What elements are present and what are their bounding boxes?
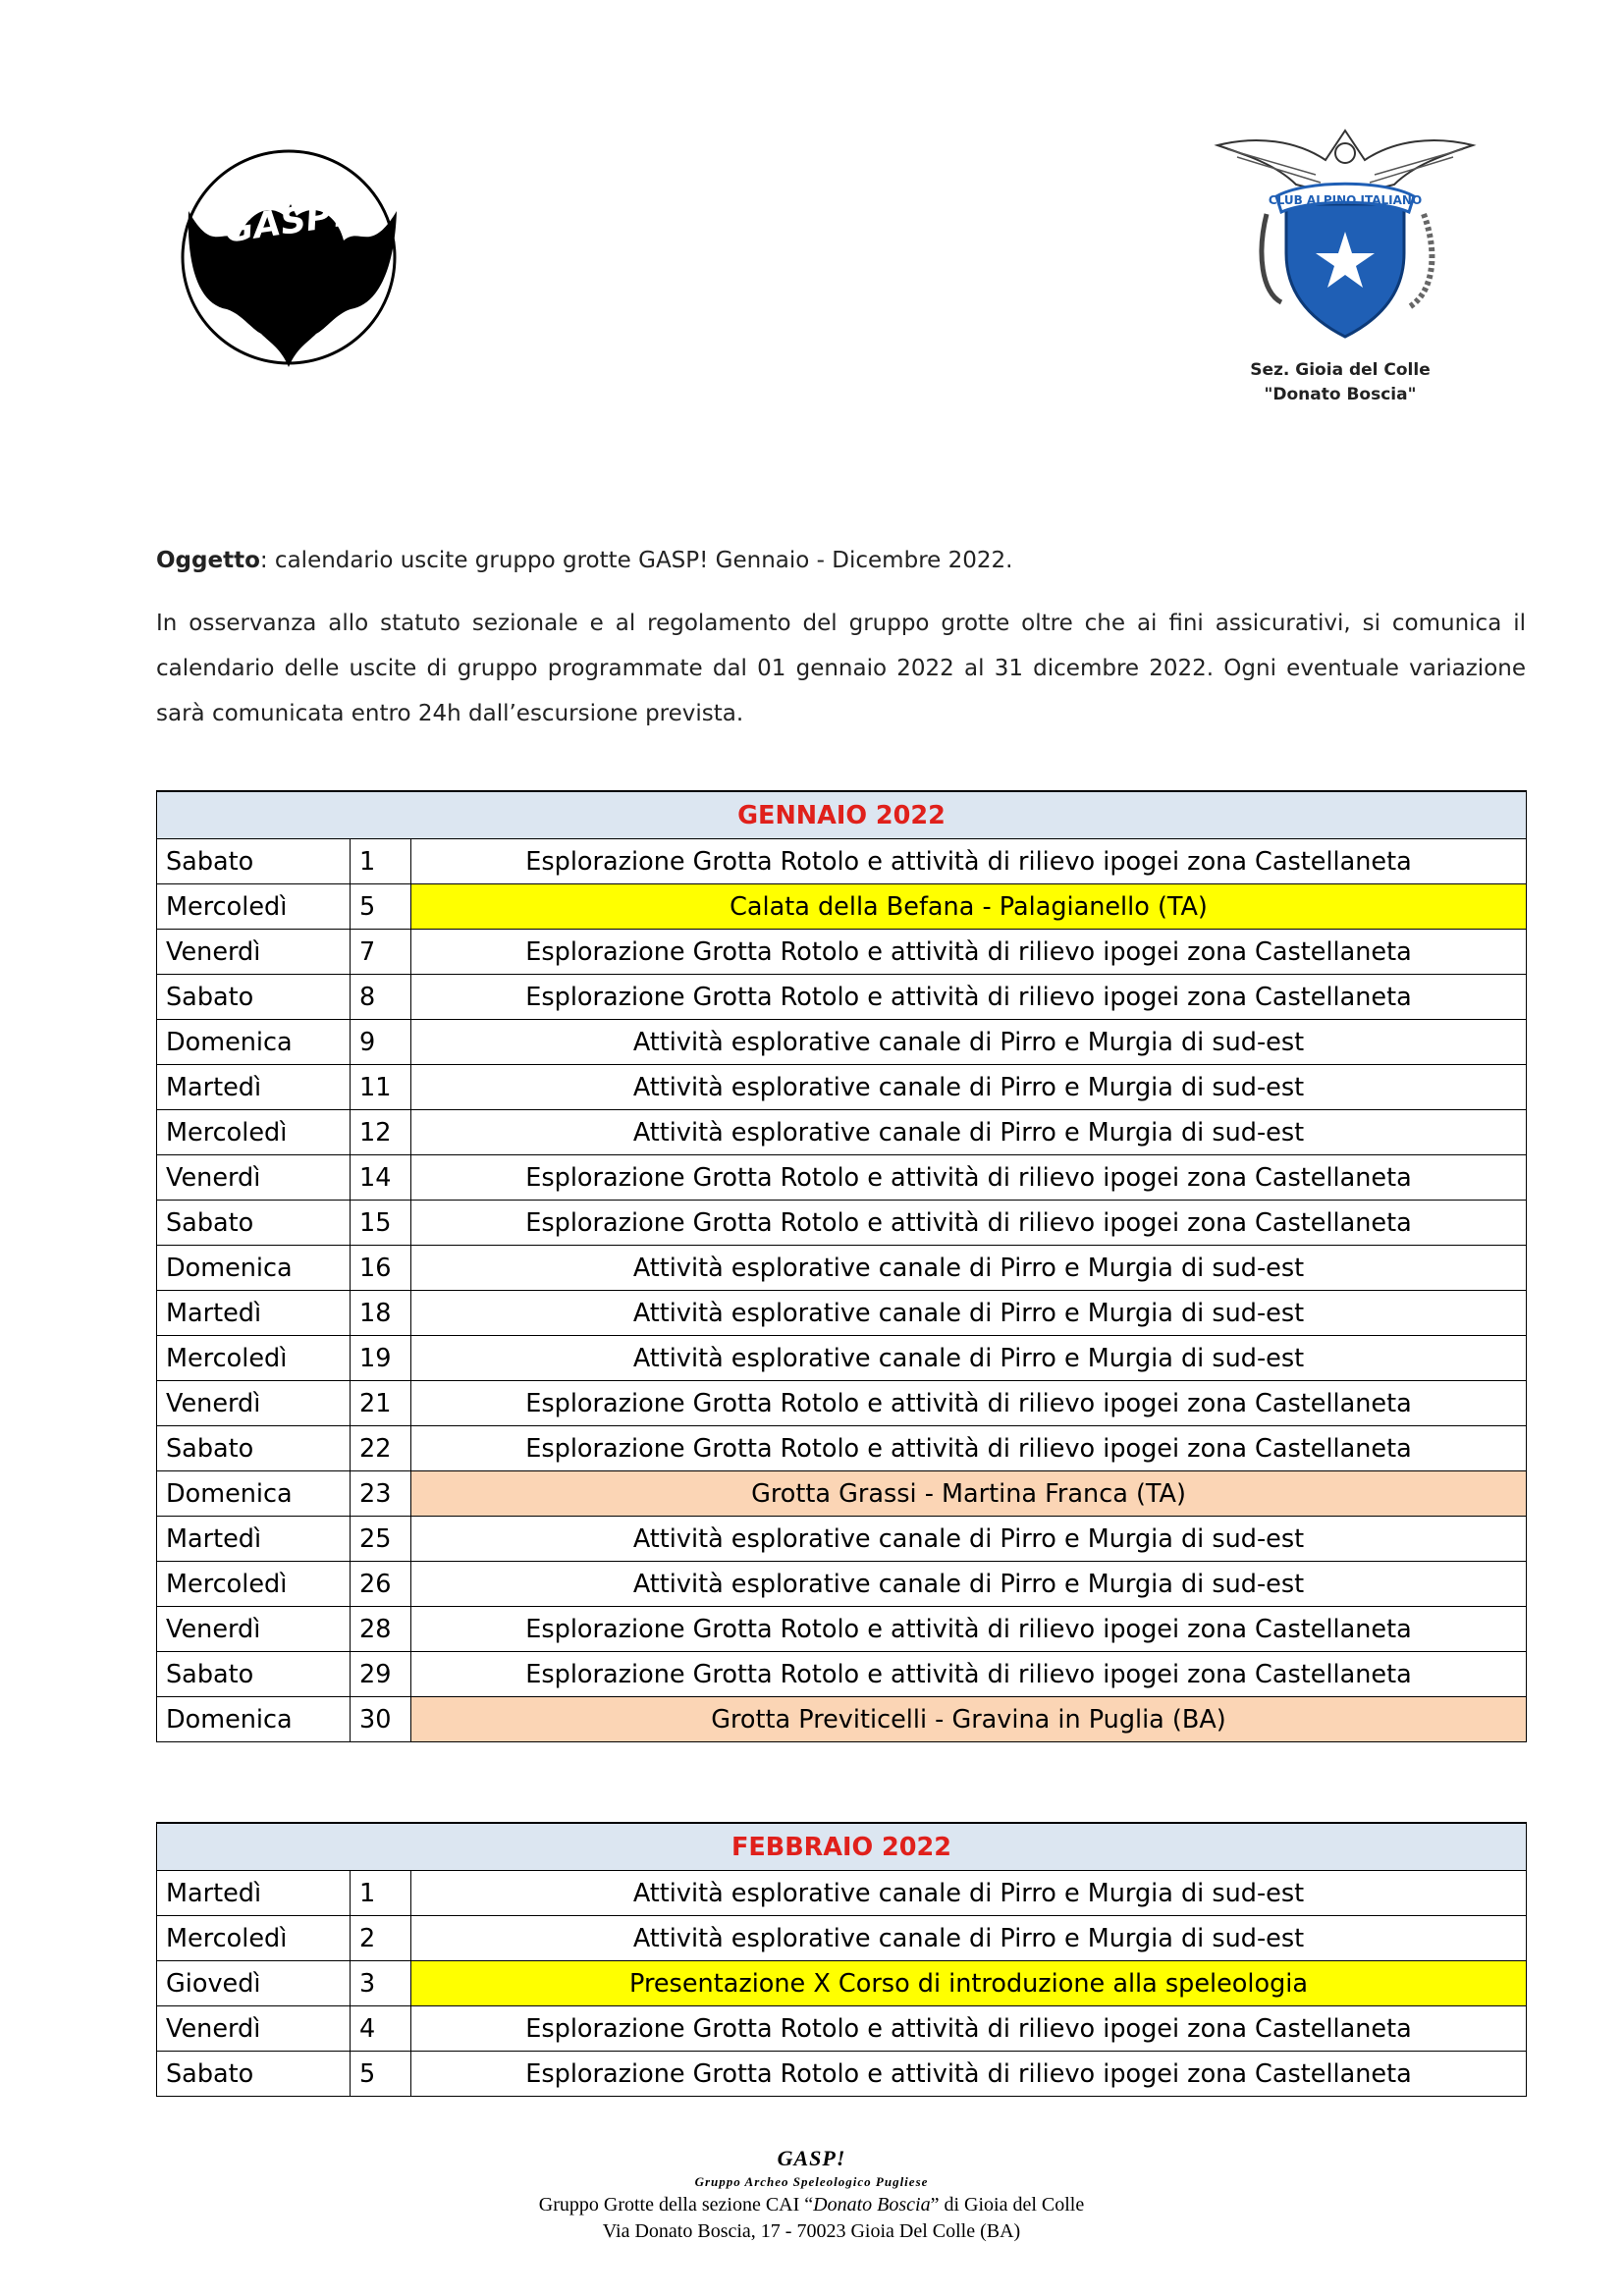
bat-logo-icon — [169, 147, 412, 369]
activity-cell: Esplorazione Grotta Rotolo e attività di rilievo ipogei zona Castellaneta — [411, 975, 1527, 1020]
activity-cell: Esplorazione Grotta Rotolo e attività di rilievo ipogei zona Castellaneta — [411, 839, 1527, 884]
month-header-row — [157, 1823, 1527, 1871]
activity-cell: Esplorazione Grotta Rotolo e attività di rilievo ipogei zona Castellaneta — [411, 1381, 1527, 1426]
footer-address-line2: Via Donato Boscia, 17 - 70023 Gioia Del Colle (BA) — [602, 2220, 1021, 2242]
date-cell: 23 — [351, 1471, 411, 1517]
date-cell: 26 — [351, 1562, 411, 1607]
activity-cell: Esplorazione Grotta Rotolo e attività di rilievo ipogei zona Castellaneta — [411, 1426, 1527, 1471]
table-row — [157, 1517, 1527, 1562]
day-cell: Mercoledì — [157, 884, 351, 930]
footer-name: GASP! — [777, 2146, 846, 2170]
table-row — [157, 1020, 1527, 1065]
day-cell: Venerdì — [157, 930, 351, 975]
table-row — [157, 1291, 1527, 1336]
day-cell: Giovedì — [157, 1961, 351, 2006]
table-row — [157, 839, 1527, 884]
cai-caption-section: Sez. Gioia del Colle — [1250, 360, 1431, 380]
table-row — [157, 1697, 1527, 1742]
day-cell: Domenica — [157, 1471, 351, 1517]
date-cell: 19 — [351, 1336, 411, 1381]
gasp-logo-text: GASP! — [222, 193, 351, 251]
activity-cell: Calata della Befana - Palagianello (TA) — [411, 884, 1527, 930]
table-row — [157, 1607, 1527, 1652]
date-cell: 30 — [351, 1697, 411, 1742]
day-cell: Venerdì — [157, 2006, 351, 2052]
activity-cell: Attività esplorative canale di Pirro e Murgia di sud-est — [411, 1110, 1527, 1155]
table-row — [157, 1871, 1527, 1916]
activity-cell: Attività esplorative canale di Pirro e Murgia di sud-est — [411, 1336, 1527, 1381]
footer-line1-suffix: ” di Gioia del Colle — [930, 2194, 1085, 2216]
activity-cell: Attività esplorative canale di Pirro e Murgia di sud-est — [411, 1291, 1527, 1336]
calendar-table-febbraio — [156, 1822, 1527, 2097]
day-cell: Venerdì — [157, 1155, 351, 1201]
date-cell: 5 — [351, 884, 411, 930]
table-row — [157, 930, 1527, 975]
table-row — [157, 1562, 1527, 1607]
table-row — [157, 1065, 1527, 1110]
table-row — [157, 1155, 1527, 1201]
table-row — [157, 975, 1527, 1020]
date-cell: 3 — [351, 1961, 411, 2006]
table-row — [157, 1381, 1527, 1426]
activity-cell: Attività esplorative canale di Pirro e Murgia di sud-est — [411, 1246, 1527, 1291]
date-cell: 5 — [351, 2052, 411, 2097]
table-row — [157, 1652, 1527, 1697]
subject-label: Oggetto — [156, 548, 260, 573]
calendar-table-gennaio — [156, 790, 1527, 1742]
date-cell: 21 — [351, 1381, 411, 1426]
table-row — [157, 1336, 1527, 1381]
table-row — [157, 1471, 1527, 1517]
date-cell: 18 — [351, 1291, 411, 1336]
month-title: GENNAIO 2022 — [157, 791, 1527, 839]
activity-cell: Attività esplorative canale di Pirro e Murgia di sud-est — [411, 1065, 1527, 1110]
day-cell: Domenica — [157, 1697, 351, 1742]
day-cell: Venerdì — [157, 1607, 351, 1652]
day-cell: Sabato — [157, 839, 351, 884]
month-title: FEBBRAIO 2022 — [157, 1823, 1527, 1871]
activity-cell: Esplorazione Grotta Rotolo e attività di rilievo ipogei zona Castellaneta — [411, 1652, 1527, 1697]
day-cell: Sabato — [157, 1201, 351, 1246]
activity-cell: Attività esplorative canale di Pirro e Murgia di sud-est — [411, 1916, 1527, 1961]
date-cell: 15 — [351, 1201, 411, 1246]
activity-cell: Presentazione X Corso di introduzione alla speleologia — [411, 1961, 1527, 2006]
activity-cell: Attività esplorative canale di Pirro e Murgia di sud-est — [411, 1562, 1527, 1607]
subject-text: : calendario uscite gruppo grotte GASP! Gennaio - Dicembre 2022. — [259, 548, 1013, 573]
day-cell: Sabato — [157, 2052, 351, 2097]
day-cell: Martedì — [157, 1517, 351, 1562]
date-cell: 1 — [351, 839, 411, 884]
date-cell: 22 — [351, 1426, 411, 1471]
day-cell: Sabato — [157, 975, 351, 1020]
day-cell: Martedì — [157, 1291, 351, 1336]
date-cell: 16 — [351, 1246, 411, 1291]
table-row — [157, 1426, 1527, 1471]
table-row — [157, 2006, 1527, 2052]
day-cell: Mercoledì — [157, 1110, 351, 1155]
cai-logo — [1208, 126, 1483, 342]
table-row — [157, 1916, 1527, 1961]
day-cell: Domenica — [157, 1020, 351, 1065]
activity-cell: Grotta Grassi - Martina Franca (TA) — [411, 1471, 1527, 1517]
day-cell: Mercoledì — [157, 1562, 351, 1607]
activity-cell: Attività esplorative canale di Pirro e Murgia di sud-est — [411, 1020, 1527, 1065]
day-cell: Martedì — [157, 1065, 351, 1110]
day-cell: Sabato — [157, 1426, 351, 1471]
cai-logo-text: CLUB ALPINO ITALIANO — [1268, 193, 1423, 207]
activity-cell: Esplorazione Grotta Rotolo e attività di rilievo ipogei zona Castellaneta — [411, 2052, 1527, 2097]
activity-cell: Esplorazione Grotta Rotolo e attività di rilievo ipogei zona Castellaneta — [411, 1607, 1527, 1652]
day-cell: Domenica — [157, 1246, 351, 1291]
activity-cell: Esplorazione Grotta Rotolo e attività di rilievo ipogei zona Castellaneta — [411, 1155, 1527, 1201]
date-cell: 12 — [351, 1110, 411, 1155]
table-row — [157, 1110, 1527, 1155]
day-cell: Mercoledì — [157, 1916, 351, 1961]
table-row — [157, 1201, 1527, 1246]
date-cell: 25 — [351, 1517, 411, 1562]
table-row — [157, 2052, 1527, 2097]
cai-caption — [1227, 358, 1453, 407]
date-cell: 8 — [351, 975, 411, 1020]
table-row — [157, 1246, 1527, 1291]
table-row — [157, 884, 1527, 930]
subject-line — [156, 548, 1526, 573]
date-cell: 28 — [351, 1607, 411, 1652]
day-cell: Sabato — [157, 1652, 351, 1697]
day-cell: Venerdì — [157, 1381, 351, 1426]
activity-cell: Attività esplorative canale di Pirro e Murgia di sud-est — [411, 1871, 1527, 1916]
date-cell: 29 — [351, 1652, 411, 1697]
date-cell: 4 — [351, 2006, 411, 2052]
activity-cell: Esplorazione Grotta Rotolo e attività di rilievo ipogei zona Castellaneta — [411, 930, 1527, 975]
footer — [0, 2145, 1623, 2245]
activity-cell: Attività esplorative canale di Pirro e Murgia di sud-est — [411, 1517, 1527, 1562]
gasp-logo — [169, 147, 412, 369]
date-cell: 2 — [351, 1916, 411, 1961]
date-cell: 14 — [351, 1155, 411, 1201]
date-cell: 11 — [351, 1065, 411, 1110]
footer-group: Gruppo Archeo Speleologico Pugliese — [694, 2174, 929, 2189]
date-cell: 7 — [351, 930, 411, 975]
cai-caption-name: "Donato Boscia" — [1264, 385, 1417, 404]
month-header-row — [157, 791, 1527, 839]
activity-cell: Esplorazione Grotta Rotolo e attività di rilievo ipogei zona Castellaneta — [411, 2006, 1527, 2052]
day-cell: Mercoledì — [157, 1336, 351, 1381]
intro-paragraph: In osservanza allo statuto sezionale e al regolamento del gruppo grotte oltre che ai fini assicurativi, si comunica il calendario delle uscite di gruppo programmate dal 01 gennaio 2022 al 31 dicembre 2022. Ogni eventuale variazione sarà comunicata entro 24h dall’escursione prevista. — [156, 611, 1526, 726]
footer-address-line1 — [0, 2192, 1623, 2218]
cai-eagle-star-icon — [1208, 126, 1483, 342]
day-cell: Martedì — [157, 1871, 351, 1916]
date-cell: 9 — [351, 1020, 411, 1065]
table-row — [157, 1961, 1527, 2006]
activity-cell: Esplorazione Grotta Rotolo e attività di rilievo ipogei zona Castellaneta — [411, 1201, 1527, 1246]
activity-cell: Grotta Previticelli - Gravina in Puglia (BA) — [411, 1697, 1527, 1742]
date-cell: 1 — [351, 1871, 411, 1916]
footer-line1-prefix: Gruppo Grotte della sezione CAI “ — [538, 2194, 814, 2216]
footer-line1-italic: Donato Boscia — [813, 2194, 931, 2216]
